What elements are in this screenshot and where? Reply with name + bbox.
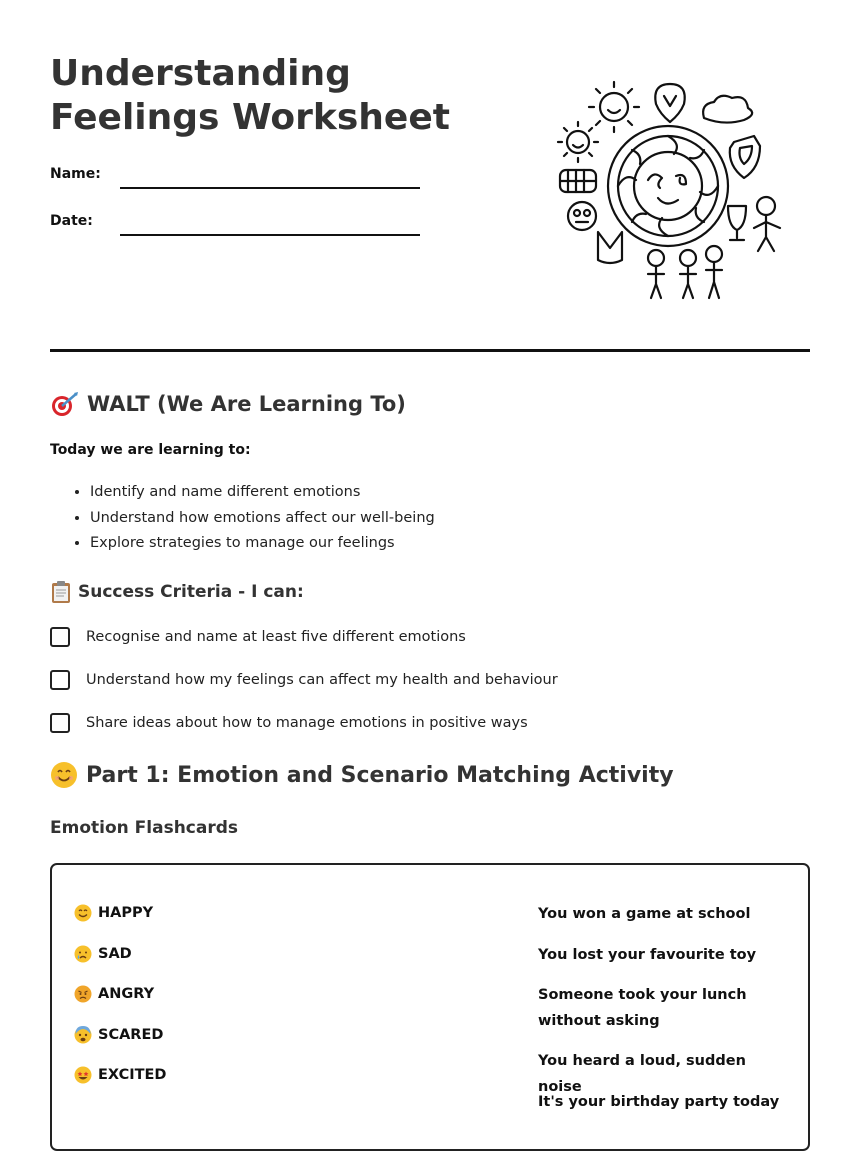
criterion-label: Understand how my feelings can affect my health and behaviour [86,672,558,688]
emotion-card-excited [74,1066,166,1084]
date-field[interactable] [120,234,420,236]
criterion-label: Recognise and name at least five different emotions [86,629,466,645]
emotion-card-scared [74,1026,163,1044]
criterion-label: Share ideas about how to manage emotions in positive ways [86,715,528,731]
scenario-card: You lost your favourite toy [538,947,757,963]
scenario-card: Someone took your lunch without asking [538,987,747,1029]
success-criteria-heading-text: Success Criteria - I can: [78,582,304,602]
flashcards-heading: Emotion Flashcards [50,818,239,838]
walt-heading-text: WALT (We Are Learning To) [87,392,406,416]
scenario-card: You won a game at school [538,906,751,922]
angry-face-icon [74,985,92,1003]
page-title: Understanding Feelings Worksheet [50,53,450,138]
walt-heading [50,391,406,417]
list-item: • Explore strategies to manage our feelings [90,533,435,559]
scenario-card: You heard a loud, sudden noise [538,1053,746,1095]
emotion-label: EXCITED [98,1067,167,1083]
list-item: • Understand how emotions affect our well-being [90,508,435,534]
emotion-card-sad [74,945,132,963]
emotion-label: ANGRY [98,986,155,1002]
section-divider [50,349,810,352]
date-label: Date: [50,213,93,229]
emotion-label: SAD [98,946,132,962]
list-item: • Identify and name different emotions [90,482,435,508]
success-criterion [50,668,558,692]
dart-target-icon [50,391,80,417]
happy-face-icon [74,904,92,922]
emotion-card-angry [74,985,154,1003]
emotion-label: SCARED [98,1027,164,1043]
success-criterion [50,711,528,735]
criterion-checkbox[interactable] [50,670,70,690]
star-struck-face-icon [74,1066,92,1084]
scenario-card: It's your birthday party today [538,1094,780,1110]
criterion-checkbox[interactable] [50,713,70,733]
criterion-checkbox[interactable] [50,627,70,647]
part1-heading-text: Part 1: Emotion and Scenario Matching Activity [86,762,674,788]
emotion-card-happy [74,904,153,922]
walt-intro: Today we are learning to: [50,442,251,458]
emotion-label: HAPPY [98,905,154,921]
clipboard-icon [50,580,72,604]
flashcards-box [50,863,810,1151]
feelings-illustration [552,80,790,306]
part1-heading [50,761,674,789]
success-criterion [50,625,466,649]
walt-list [50,482,435,559]
name-label: Name: [50,166,101,182]
smiling-face-icon [50,761,78,789]
crying-face-icon [74,945,92,963]
name-field[interactable] [120,187,420,189]
fearful-face-icon [74,1026,92,1044]
success-criteria-heading [50,580,304,604]
